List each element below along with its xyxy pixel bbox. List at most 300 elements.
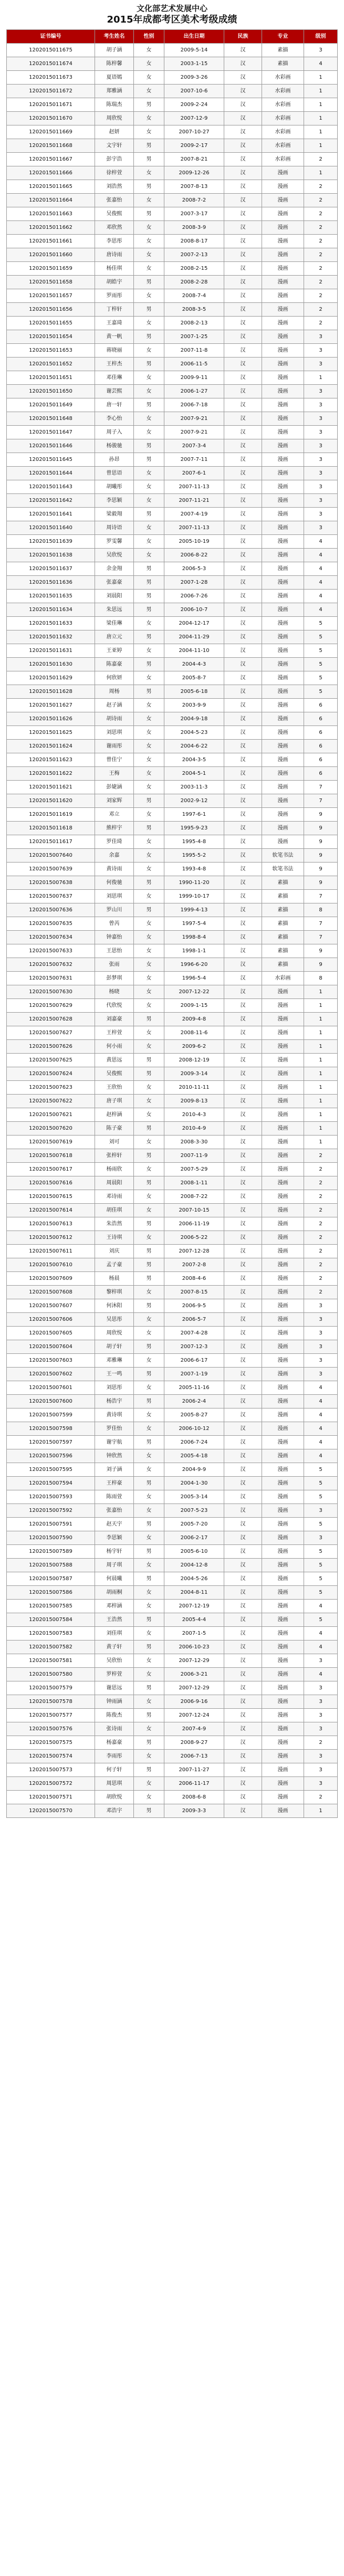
cell-ethnicity: 汉	[224, 57, 262, 71]
cell-candidate-name: 胡诗雨	[95, 712, 134, 726]
column-header-candidate-name: 考生姓名	[95, 30, 134, 44]
cell-birth-date: 2003-9-9	[164, 699, 224, 712]
cell-level: 8	[304, 972, 338, 985]
cell-level: 3	[304, 1709, 338, 1722]
cell-candidate-name: 曾佳宁	[95, 753, 134, 767]
cell-candidate-name: 余嘉	[95, 849, 134, 863]
cell-birth-date: 2009-3-26	[164, 71, 224, 85]
cell-gender: 女	[134, 1627, 164, 1641]
cell-level: 7	[304, 917, 338, 931]
table-row	[7, 1231, 338, 1245]
cell-major: 素描	[262, 958, 304, 972]
cell-certificate-number: 1202015011663	[7, 207, 95, 221]
cell-major: 水彩画	[262, 71, 304, 85]
cell-candidate-name: 彭梦琪	[95, 972, 134, 985]
cell-certificate-number: 1202015011649	[7, 398, 95, 412]
cell-ethnicity: 汉	[224, 1313, 262, 1327]
cell-level: 4	[304, 603, 338, 617]
cell-gender: 男	[134, 1477, 164, 1490]
cell-certificate-number: 1202015007601	[7, 1381, 95, 1395]
cell-ethnicity: 汉	[224, 1122, 262, 1135]
cell-birth-date: 2009-3-3	[164, 1804, 224, 1818]
cell-major: 漫画	[262, 685, 304, 699]
cell-candidate-name: 夏语嫣	[95, 71, 134, 85]
cell-birth-date: 2004-5-23	[164, 726, 224, 740]
cell-gender: 女	[134, 712, 164, 726]
cell-gender: 男	[134, 508, 164, 521]
cell-gender: 男	[134, 98, 164, 112]
table-row	[7, 194, 338, 207]
cell-gender: 男	[134, 1436, 164, 1449]
table-row	[7, 303, 338, 317]
cell-level: 3	[304, 1340, 338, 1354]
cell-certificate-number: 1202015007622	[7, 1095, 95, 1108]
page-title: 2015年成都考区美术考级成绩	[107, 14, 237, 25]
cell-level: 6	[304, 726, 338, 740]
cell-ethnicity: 汉	[224, 944, 262, 958]
cell-gender: 男	[134, 358, 164, 371]
cell-certificate-number: 1202015007588	[7, 1559, 95, 1572]
cell-level: 3	[304, 1777, 338, 1791]
cell-gender: 男	[134, 576, 164, 590]
table-row	[7, 385, 338, 398]
cell-level: 5	[304, 644, 338, 658]
cell-certificate-number: 1202015007583	[7, 1627, 95, 1641]
cell-level: 4	[304, 562, 338, 576]
table-row	[7, 535, 338, 549]
cell-candidate-name: 邓欣然	[95, 221, 134, 235]
cell-ethnicity: 汉	[224, 1408, 262, 1422]
cell-ethnicity: 汉	[224, 1176, 262, 1190]
cell-birth-date: 2010-4-9	[164, 1122, 224, 1135]
cell-level: 2	[304, 1286, 338, 1299]
cell-major: 漫画	[262, 439, 304, 453]
cell-level: 3	[304, 1504, 338, 1518]
cell-gender: 女	[134, 1586, 164, 1600]
table-row	[7, 1313, 338, 1327]
cell-level: 2	[304, 289, 338, 303]
table-row	[7, 1272, 338, 1286]
cell-birth-date: 2008-9-27	[164, 1736, 224, 1750]
cell-major: 漫画	[262, 644, 304, 658]
cell-gender: 女	[134, 1559, 164, 1572]
cell-major: 漫画	[262, 235, 304, 248]
table-row	[7, 712, 338, 726]
table-row	[7, 1804, 338, 1818]
cell-gender: 男	[134, 1176, 164, 1190]
cell-gender: 男	[134, 603, 164, 617]
cell-birth-date: 2009-2-17	[164, 139, 224, 153]
table-row	[7, 235, 338, 248]
cell-ethnicity: 汉	[224, 835, 262, 849]
cell-major: 漫画	[262, 207, 304, 221]
cell-gender: 女	[134, 1722, 164, 1736]
cell-certificate-number: 1202015007624	[7, 1067, 95, 1081]
cell-ethnicity: 汉	[224, 139, 262, 153]
cell-major: 漫画	[262, 344, 304, 358]
cell-candidate-name: 杨雨欣	[95, 1163, 134, 1176]
cell-ethnicity: 汉	[224, 1245, 262, 1258]
cell-candidate-name: 王嘉琦	[95, 317, 134, 330]
table-row	[7, 276, 338, 289]
cell-gender: 女	[134, 494, 164, 508]
cell-major: 漫画	[262, 166, 304, 180]
table-row	[7, 1327, 338, 1340]
cell-certificate-number: 1202015011636	[7, 576, 95, 590]
cell-major: 漫画	[262, 1559, 304, 1572]
cell-candidate-name: 何小雨	[95, 1040, 134, 1054]
cell-major: 漫画	[262, 1095, 304, 1108]
cell-candidate-name: 刘思彤	[95, 1381, 134, 1395]
cell-certificate-number: 1202015007603	[7, 1354, 95, 1368]
cell-candidate-name: 邓立	[95, 808, 134, 822]
cell-candidate-name: 杨骏驰	[95, 439, 134, 453]
cell-major: 漫画	[262, 1436, 304, 1449]
cell-level: 2	[304, 207, 338, 221]
cell-certificate-number: 1202015011674	[7, 57, 95, 71]
cell-major: 漫画	[262, 1531, 304, 1545]
table-row	[7, 508, 338, 521]
cell-birth-date: 2005-7-20	[164, 1518, 224, 1531]
cell-candidate-name: 罗山川	[95, 903, 134, 917]
cell-birth-date: 2007-12-9	[164, 112, 224, 125]
cell-candidate-name: 罗佳琦	[95, 835, 134, 849]
cell-ethnicity: 汉	[224, 344, 262, 358]
cell-certificate-number: 1202015007619	[7, 1135, 95, 1149]
cell-major: 软笔书法	[262, 849, 304, 863]
cell-major: 漫画	[262, 494, 304, 508]
cell-birth-date: 2009-6-2	[164, 1040, 224, 1054]
cell-candidate-name: 陈子豪	[95, 1122, 134, 1135]
cell-ethnicity: 汉	[224, 699, 262, 712]
cell-birth-date: 2006-6-17	[164, 1354, 224, 1368]
cell-birth-date: 2006-7-18	[164, 398, 224, 412]
cell-level: 2	[304, 1736, 338, 1750]
cell-ethnicity: 汉	[224, 1463, 262, 1477]
cell-certificate-number: 1202015007621	[7, 1108, 95, 1122]
cell-candidate-name: 邓佳琳	[95, 371, 134, 385]
cell-major: 漫画	[262, 1190, 304, 1204]
cell-certificate-number: 1202015007586	[7, 1586, 95, 1600]
cell-gender: 男	[134, 1681, 164, 1695]
cell-ethnicity: 汉	[224, 1204, 262, 1217]
cell-candidate-name: 罗雯馨	[95, 535, 134, 549]
table-row	[7, 480, 338, 494]
cell-major: 水彩画	[262, 972, 304, 985]
cell-gender: 女	[134, 166, 164, 180]
cell-gender: 女	[134, 344, 164, 358]
cell-major: 漫画	[262, 535, 304, 549]
cell-birth-date: 2009-9-11	[164, 371, 224, 385]
cell-certificate-number: 1202015007615	[7, 1190, 95, 1204]
cell-gender: 女	[134, 849, 164, 863]
cell-certificate-number: 1202015011625	[7, 726, 95, 740]
cell-gender: 女	[134, 194, 164, 207]
table-row	[7, 617, 338, 630]
cell-major: 漫画	[262, 453, 304, 467]
cell-level: 4	[304, 1449, 338, 1463]
cell-level: 2	[304, 248, 338, 262]
cell-certificate-number: 1202015007634	[7, 931, 95, 944]
table-row	[7, 944, 338, 958]
cell-gender: 女	[134, 890, 164, 903]
cell-major: 漫画	[262, 630, 304, 644]
table-row	[7, 1490, 338, 1504]
cell-gender: 男	[134, 276, 164, 289]
cell-birth-date: 2002-9-12	[164, 794, 224, 808]
cell-gender: 男	[134, 1067, 164, 1081]
cell-candidate-name: 胡皓宇	[95, 276, 134, 289]
cell-major: 漫画	[262, 822, 304, 835]
cell-gender: 女	[134, 1135, 164, 1149]
column-header-level: 级别	[304, 30, 338, 44]
cell-ethnicity: 汉	[224, 221, 262, 235]
cell-candidate-name: 胡雨桐	[95, 1586, 134, 1600]
cell-candidate-name: 吴欣怡	[95, 1654, 134, 1668]
cell-ethnicity: 汉	[224, 1531, 262, 1545]
table-row	[7, 57, 338, 71]
table-row	[7, 549, 338, 562]
cell-major: 漫画	[262, 1600, 304, 1613]
cell-major: 漫画	[262, 1750, 304, 1763]
cell-ethnicity: 汉	[224, 439, 262, 453]
cell-major: 漫画	[262, 521, 304, 535]
cell-certificate-number: 1202015007572	[7, 1777, 95, 1791]
cell-level: 3	[304, 1368, 338, 1381]
cell-candidate-name: 吴欣悦	[95, 549, 134, 562]
cell-gender: 女	[134, 1449, 164, 1463]
cell-ethnicity: 汉	[224, 248, 262, 262]
cell-major: 漫画	[262, 398, 304, 412]
cell-ethnicity: 汉	[224, 1381, 262, 1395]
cell-gender: 女	[134, 617, 164, 630]
cell-level: 1	[304, 1054, 338, 1067]
cell-gender: 女	[134, 1231, 164, 1245]
cell-gender: 男	[134, 1804, 164, 1818]
cell-certificate-number: 1202015011638	[7, 549, 95, 562]
cell-certificate-number: 1202015011645	[7, 453, 95, 467]
cell-major: 漫画	[262, 835, 304, 849]
cell-level: 2	[304, 1149, 338, 1163]
cell-ethnicity: 汉	[224, 153, 262, 166]
cell-level: 1	[304, 71, 338, 85]
cell-ethnicity: 汉	[224, 863, 262, 876]
cell-birth-date: 2007-6-1	[164, 467, 224, 480]
cell-major: 漫画	[262, 467, 304, 480]
cell-major: 漫画	[262, 1258, 304, 1272]
cell-candidate-name: 周欣悦	[95, 112, 134, 125]
cell-major: 水彩画	[262, 139, 304, 153]
cell-candidate-name: 罗佳怡	[95, 1422, 134, 1436]
cell-birth-date: 2006-7-24	[164, 1436, 224, 1449]
cell-birth-date: 2007-12-29	[164, 1681, 224, 1695]
table-row	[7, 358, 338, 371]
cell-gender: 女	[134, 740, 164, 753]
cell-gender: 女	[134, 958, 164, 972]
cell-certificate-number: 1202015011650	[7, 385, 95, 398]
cell-level: 2	[304, 303, 338, 317]
cell-candidate-name: 钟雨涵	[95, 1695, 134, 1709]
cell-candidate-name: 赵妍	[95, 125, 134, 139]
cell-birth-date: 2005-8-27	[164, 1408, 224, 1422]
cell-gender: 女	[134, 1695, 164, 1709]
cell-major: 漫画	[262, 1449, 304, 1463]
cell-ethnicity: 汉	[224, 630, 262, 644]
cell-certificate-number: 1202015007587	[7, 1572, 95, 1586]
cell-candidate-name: 周晨阳	[95, 1176, 134, 1190]
cell-level: 3	[304, 344, 338, 358]
cell-gender: 女	[134, 317, 164, 330]
table-row	[7, 44, 338, 57]
cell-birth-date: 2008-2-15	[164, 262, 224, 276]
cell-major: 漫画	[262, 180, 304, 194]
cell-candidate-name: 谢思远	[95, 1681, 134, 1695]
cell-ethnicity: 汉	[224, 1081, 262, 1095]
cell-candidate-name: 王梓萱	[95, 1026, 134, 1040]
cell-certificate-number: 1202015007613	[7, 1217, 95, 1231]
cell-certificate-number: 1202015007605	[7, 1327, 95, 1340]
cell-level: 9	[304, 849, 338, 863]
cell-certificate-number: 1202015011648	[7, 412, 95, 426]
cell-certificate-number: 1202015011657	[7, 289, 95, 303]
cell-level: 1	[304, 166, 338, 180]
cell-level: 7	[304, 781, 338, 794]
table-row	[7, 1627, 338, 1641]
cell-level: 3	[304, 521, 338, 535]
cell-level: 3	[304, 508, 338, 521]
cell-certificate-number: 1202015011652	[7, 358, 95, 371]
cell-certificate-number: 1202015007574	[7, 1750, 95, 1763]
cell-certificate-number: 1202015011627	[7, 699, 95, 712]
cell-ethnicity: 汉	[224, 658, 262, 671]
cell-certificate-number: 1202015007607	[7, 1299, 95, 1313]
cell-level: 1	[304, 1804, 338, 1818]
cell-ethnicity: 汉	[224, 1026, 262, 1040]
cell-candidate-name: 刘子涵	[95, 1463, 134, 1477]
cell-birth-date: 2009-4-8	[164, 1013, 224, 1026]
cell-ethnicity: 汉	[224, 1054, 262, 1067]
table-row	[7, 221, 338, 235]
cell-certificate-number: 1202015011644	[7, 467, 95, 480]
cell-certificate-number: 1202015007612	[7, 1231, 95, 1245]
cell-candidate-name: 谢芸熙	[95, 385, 134, 398]
table-row	[7, 1641, 338, 1654]
table-row	[7, 98, 338, 112]
table-row	[7, 1613, 338, 1627]
cell-ethnicity: 汉	[224, 1272, 262, 1286]
cell-birth-date: 2008-6-8	[164, 1791, 224, 1804]
cell-candidate-name: 杨佳琪	[95, 262, 134, 276]
table-row	[7, 426, 338, 439]
cell-major: 素描	[262, 876, 304, 890]
table-row	[7, 835, 338, 849]
table-row	[7, 1681, 338, 1695]
cell-level: 1	[304, 98, 338, 112]
cell-ethnicity: 汉	[224, 1040, 262, 1054]
cell-level: 2	[304, 221, 338, 235]
cell-gender: 女	[134, 1654, 164, 1668]
table-row	[7, 153, 338, 166]
cell-candidate-name: 刘思琪	[95, 726, 134, 740]
cell-ethnicity: 汉	[224, 1777, 262, 1791]
cell-major: 漫画	[262, 1108, 304, 1122]
cell-certificate-number: 1202015007636	[7, 903, 95, 917]
cell-level: 2	[304, 1272, 338, 1286]
cell-gender: 女	[134, 1313, 164, 1327]
cell-candidate-name: 何子轩	[95, 1763, 134, 1777]
cell-birth-date: 1998-1-1	[164, 944, 224, 958]
cell-major: 漫画	[262, 1054, 304, 1067]
cell-ethnicity: 汉	[224, 1477, 262, 1490]
cell-major: 漫画	[262, 1641, 304, 1654]
cell-certificate-number: 1202015011641	[7, 508, 95, 521]
cell-birth-date: 2003-1-15	[164, 57, 224, 71]
cell-certificate-number: 1202015011666	[7, 166, 95, 180]
cell-ethnicity: 汉	[224, 849, 262, 863]
cell-candidate-name: 张嘉怡	[95, 194, 134, 207]
cell-birth-date: 2008-8-17	[164, 235, 224, 248]
cell-birth-date: 2007-11-13	[164, 480, 224, 494]
cell-birth-date: 2009-8-13	[164, 1095, 224, 1108]
cell-birth-date: 2008-1-11	[164, 1176, 224, 1190]
cell-level: 1	[304, 999, 338, 1013]
table-row	[7, 1095, 338, 1108]
cell-level: 6	[304, 699, 338, 712]
cell-birth-date: 2009-1-15	[164, 999, 224, 1013]
cell-birth-date: 2007-11-21	[164, 494, 224, 508]
cell-ethnicity: 汉	[224, 1709, 262, 1722]
cell-candidate-name: 赵天宇	[95, 1518, 134, 1531]
cell-major: 漫画	[262, 1408, 304, 1422]
table-row	[7, 1777, 338, 1791]
cell-level: 5	[304, 1545, 338, 1559]
cell-certificate-number: 1202015007626	[7, 1040, 95, 1054]
cell-candidate-name: 赵子涵	[95, 699, 134, 712]
cell-level: 3	[304, 1763, 338, 1777]
cell-certificate-number: 1202015007610	[7, 1258, 95, 1272]
cell-certificate-number: 1202015007597	[7, 1436, 95, 1449]
cell-certificate-number: 1202015011628	[7, 685, 95, 699]
cell-ethnicity: 汉	[224, 412, 262, 426]
cell-birth-date: 2007-5-23	[164, 1504, 224, 1518]
cell-ethnicity: 汉	[224, 999, 262, 1013]
cell-birth-date: 2007-1-28	[164, 576, 224, 590]
cell-major: 漫画	[262, 1627, 304, 1641]
cell-level: 3	[304, 412, 338, 426]
cell-ethnicity: 汉	[224, 358, 262, 371]
cell-gender: 男	[134, 1641, 164, 1654]
cell-certificate-number: 1202015007585	[7, 1600, 95, 1613]
cell-candidate-name: 梁毅翔	[95, 508, 134, 521]
table-row	[7, 1559, 338, 1572]
cell-birth-date: 2009-2-24	[164, 98, 224, 112]
cell-candidate-name: 杨宇轩	[95, 1545, 134, 1559]
cell-level: 1	[304, 1067, 338, 1081]
cell-ethnicity: 汉	[224, 1518, 262, 1531]
cell-gender: 女	[134, 972, 164, 985]
cell-major: 漫画	[262, 1286, 304, 1299]
cell-level: 4	[304, 549, 338, 562]
cell-gender: 男	[134, 1545, 164, 1559]
table-row	[7, 1176, 338, 1190]
cell-major: 漫画	[262, 1163, 304, 1176]
cell-gender: 男	[134, 1217, 164, 1231]
cell-certificate-number: 1202015007633	[7, 944, 95, 958]
cell-level: 9	[304, 835, 338, 849]
cell-gender: 女	[134, 412, 164, 426]
table-row	[7, 1449, 338, 1463]
cell-birth-date: 2007-2-8	[164, 1258, 224, 1272]
